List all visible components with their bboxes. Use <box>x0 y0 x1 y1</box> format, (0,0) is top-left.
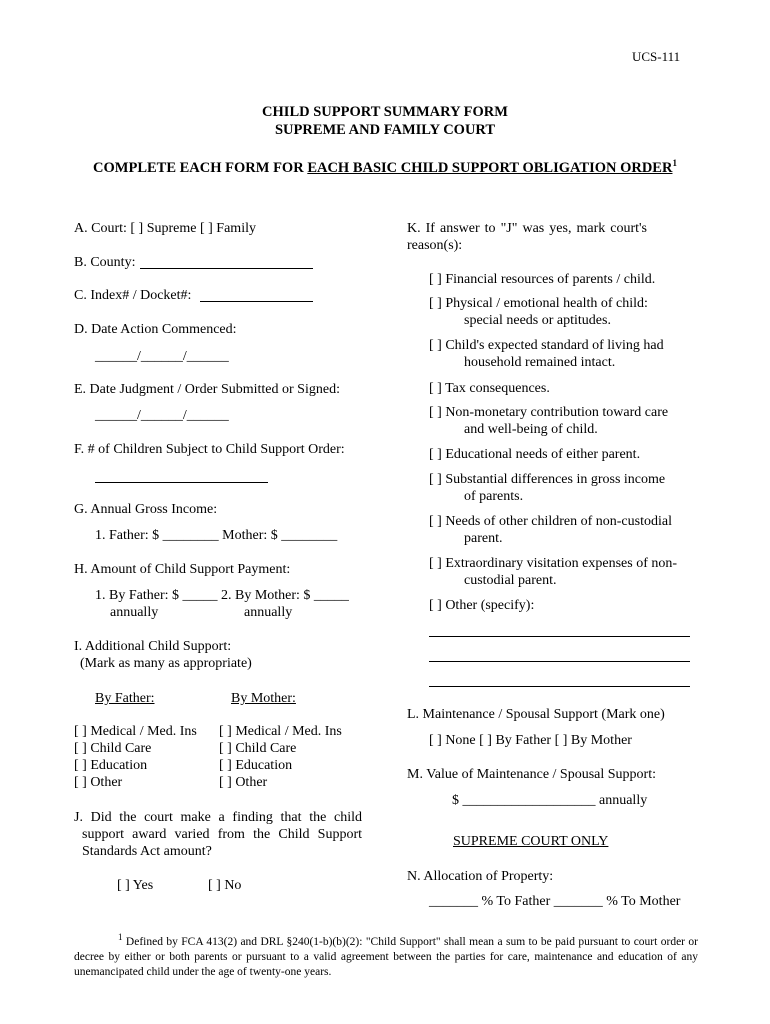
children-count-label: F. # of Children Subject to Child Support Order: <box>74 442 345 457</box>
instruction-prefix: COMPLETE EACH FORM FOR <box>93 159 308 176</box>
maintenance-value-label: M. Value of Maintenance / Spousal Support: <box>407 767 656 782</box>
father-other-checkbox[interactable]: [ ] Other <box>74 775 123 790</box>
reason-other-children-checkbox[interactable]: [ ] Needs of other children of non-custodial <box>429 514 672 529</box>
reason-visitation-cont: custodial parent. <box>464 573 557 588</box>
index-input[interactable] <box>200 301 313 302</box>
reason-income-diff-cont: of parents. <box>464 489 524 504</box>
other-reason-line-1[interactable] <box>429 636 690 637</box>
maintenance-options[interactable]: [ ] None [ ] By Father [ ] By Mother <box>429 733 632 748</box>
reason-financial-checkbox[interactable]: [ ] Financial resources of parents / child. <box>429 272 656 287</box>
date-judgment-input[interactable]: ______/______/______ <box>95 408 229 423</box>
reason-health-checkbox[interactable]: [ ] Physical / emotional health of child: <box>429 296 648 311</box>
annually-father: annually <box>110 605 159 620</box>
form-id: UCS-111 <box>632 49 681 64</box>
father-childcare-checkbox[interactable]: [ ] Child Care <box>74 741 152 756</box>
additional-support-sub: (Mark as many as appropriate) <box>80 656 252 671</box>
footnote <box>74 930 698 980</box>
annually-mother: annually <box>244 605 293 620</box>
date-commenced-input[interactable]: ______/______/______ <box>95 349 229 364</box>
footnote-ref: 1 <box>672 158 677 168</box>
father-medical-checkbox[interactable]: [ ] Medical / Med. Ins <box>74 724 197 739</box>
other-reason-line-3[interactable] <box>429 686 690 687</box>
footnote-mark: 1 <box>118 932 123 942</box>
child-support-fields[interactable]: 1. By Father: $ _____ 2. By Mother: $ _____ <box>95 588 349 603</box>
reason-nonmonetary-checkbox[interactable]: [ ] Non-monetary contribution toward care <box>429 405 669 420</box>
supreme-court-only: SUPREME COURT ONLY <box>453 834 609 849</box>
reason-income-diff-checkbox[interactable]: [ ] Substantial differences in gross income <box>429 472 666 487</box>
finding-yes-checkbox[interactable]: [ ] Yes <box>117 878 154 893</box>
child-support-label: H. Amount of Child Support Payment: <box>74 562 291 577</box>
maintenance-value-input[interactable]: $ ___________________ annually <box>452 793 648 808</box>
reason-other-checkbox[interactable]: [ ] Other (specify): <box>429 598 535 613</box>
additional-support-label: I. Additional Child Support: <box>74 639 232 654</box>
children-count-input[interactable] <box>95 482 268 483</box>
maintenance-label: L. Maintenance / Spousal Support (Mark one) <box>407 707 665 722</box>
other-reason-line-2[interactable] <box>429 661 690 662</box>
form-title: CHILD SUPPORT SUMMARY FORM <box>262 104 508 120</box>
mother-other-checkbox[interactable]: [ ] Other <box>219 775 268 790</box>
date-commenced-label: D. Date Action Commenced: <box>74 322 237 337</box>
instruction <box>0 155 770 177</box>
county-input[interactable] <box>140 268 313 269</box>
reasons-label: K. If answer to "J" was yes, mark court's reason(s): <box>407 221 647 253</box>
reason-other-children-cont: parent. <box>464 531 503 546</box>
reason-nonmonetary-cont: and well-being of child. <box>464 422 598 437</box>
gross-income-fields[interactable]: 1. Father: $ ________ Mother: $ ________ <box>95 528 338 543</box>
reason-tax-checkbox[interactable]: [ ] Tax consequences. <box>429 381 550 396</box>
reason-standard-cont: household remained intact. <box>464 355 616 370</box>
court-title: SUPREME AND FAMILY COURT <box>274 122 496 138</box>
court-field[interactable]: A. Court: [ ] Supreme [ ] Family <box>74 221 256 236</box>
reason-visitation-checkbox[interactable]: [ ] Extraordinary visitation expenses of non- <box>429 556 678 571</box>
by-mother-heading: By Mother: <box>231 691 296 706</box>
property-allocation-label: N. Allocation of Property: <box>407 869 554 884</box>
mother-childcare-checkbox[interactable]: [ ] Child Care <box>219 741 297 756</box>
mother-education-checkbox[interactable]: [ ] Education <box>219 758 293 773</box>
reason-health-cont: special needs or aptitudes. <box>464 313 611 328</box>
finding-no-checkbox[interactable]: [ ] No <box>208 878 242 893</box>
court-finding-question: J. Did the court make a finding that the child support award varied from the Child Support Standards Act amount? <box>74 810 362 859</box>
reason-educational-checkbox[interactable]: [ ] Educational needs of either parent. <box>429 447 641 462</box>
reason-standard-checkbox[interactable]: [ ] Child's expected standard of living had <box>429 338 664 353</box>
instruction-underlined: EACH BASIC CHILD SUPPORT OBLIGATION ORDER <box>307 159 673 176</box>
footnote-text: Defined by FCA 413(2) and DRL §240(1-b)(b)(2): "Child Support" shall mean a sum to be paid pursuant to court order or decree by either or both parents or pursuant to a valid agreement between the parties for care, maintenance and education of any unemancipated child under the age of twenty-one years. <box>74 935 698 978</box>
mother-medical-checkbox[interactable]: [ ] Medical / Med. Ins <box>219 724 342 739</box>
father-education-checkbox[interactable]: [ ] Education <box>74 758 148 773</box>
date-judgment-label: E. Date Judgment / Order Submitted or Signed: <box>74 382 340 397</box>
index-label: C. Index# / Docket#: <box>74 288 192 303</box>
by-father-heading: By Father: <box>95 691 155 706</box>
property-allocation-input[interactable]: _______ % To Father _______ % To Mother <box>429 894 681 909</box>
county-label: B. County: <box>74 255 136 270</box>
gross-income-label: G. Annual Gross Income: <box>74 502 218 517</box>
